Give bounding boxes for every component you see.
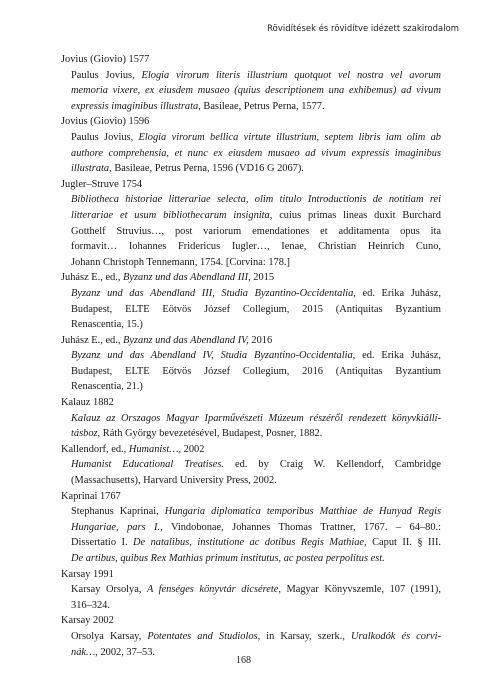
entry-heading: Jovius (Giovio) 1596 — [61, 116, 150, 128]
italic-title-text: tásboz, — [71, 428, 101, 440]
citation-text: Budapest, ELTE Eötvös József Collegium, 2015 (Antiquitas Byzantium — [71, 303, 441, 315]
citation-text: Gotthelf Struvius…, post variorum emendationes et additamenta opus ita — [71, 225, 441, 237]
citation-line — [71, 130, 441, 146]
bibliography-entry — [61, 114, 441, 176]
italic-title-text: Bibliotheca historiae litterariae selecta, olim titulo Introductionis de notitiam rei — [71, 194, 441, 206]
citation-line — [71, 520, 441, 536]
italic-title-text: De artibus, quibus Rex Mathias primum institutus, ac postea perpolitus est. — [71, 553, 385, 564]
citation-line — [71, 629, 441, 645]
citation-text: Renascentia, 15.) — [71, 319, 143, 331]
heading-segment: Juhász E., ed., — [61, 272, 124, 284]
bibliography-list — [61, 52, 441, 660]
citation-line — [71, 302, 441, 318]
entry-citation — [71, 411, 441, 442]
citation-line — [71, 426, 441, 442]
bibliography-entry — [61, 613, 441, 660]
heading-segment: 2016 — [248, 334, 273, 346]
citation-line — [71, 473, 441, 489]
citation-text: Paulus Jovius, — [71, 131, 139, 143]
bibliography-entry — [61, 177, 441, 271]
italic-title-text: Elogia virorum bellica virtute illustrium, septem libris iam olim ab — [138, 131, 441, 143]
citation-text: (Massachusetts), Harvard University Press, 2002. — [71, 475, 277, 487]
italic-title-text: authore comprehensia, et nunc ex eiusdem musaeo ad vivum expressis imaginibus — [71, 147, 441, 159]
heading-segment: 2015 — [250, 272, 275, 284]
italic-title-text: litterariae et usum bibliothecarum insignita, — [71, 209, 273, 221]
citation-text: Renascentia, 21.) — [71, 381, 143, 393]
citation-line — [71, 208, 441, 224]
entry-citation — [71, 582, 441, 613]
entry-citation — [71, 286, 441, 333]
bibliography-entry — [61, 395, 441, 442]
citation-line — [71, 348, 441, 364]
italic-title-text: De natalibus, institutione ac dotibus Regis Mathiae, — [133, 537, 367, 549]
entry-citation — [71, 192, 441, 270]
citation-line — [71, 411, 441, 427]
citation-line — [71, 255, 441, 271]
entry-heading — [61, 270, 441, 286]
citation-line — [71, 286, 441, 302]
citation-text: Vindobonae, Johannes Thomas Trattner, 1767. – 64–80.: — [162, 521, 441, 533]
heading-segment: 2002 — [181, 443, 205, 455]
citation-line — [71, 504, 441, 520]
citation-line — [71, 551, 441, 567]
citation-text: ed. by Craig W. Kellendorf, Cambridge — [223, 459, 441, 471]
entry-citation — [71, 68, 441, 115]
italic-title-text: Byzanz und das Abendland IV, Studia Byzantino-Occidentalia, — [71, 350, 356, 362]
citation-text: ed. Erika Juhász, — [355, 350, 442, 362]
italic-title-text: Hungaria diplomatica temporibus Matthiae de Hunyad Regis — [164, 506, 441, 518]
heading-segment: Kallendorf, ed., — [61, 443, 129, 455]
bibliography-entry — [61, 333, 441, 395]
citation-text: 316–324. — [71, 599, 110, 611]
citation-line — [71, 535, 441, 551]
citation-line — [71, 83, 441, 99]
italic-title-text: illustrata, — [71, 163, 112, 175]
citation-line — [71, 379, 441, 395]
citation-text: Johann Christoph Tennemann, 1754. [Corvina: 178.] — [71, 256, 290, 268]
page-number: 168 — [236, 655, 251, 666]
citation-text: Stephanus Kaprinai, — [71, 506, 165, 518]
citation-line — [71, 224, 441, 240]
bibliography-entry — [61, 442, 441, 489]
citation-text: Caput II. § III. — [366, 537, 441, 549]
entry-citation — [71, 457, 441, 488]
entry-heading: Kalauz 1882 — [61, 397, 114, 409]
entry-citation — [71, 130, 441, 177]
italic-title-text: Elogia virorum literis illustrium quotquot vel nostra vel avorum — [141, 69, 441, 81]
entry-heading: Jugler–Struve 1754 — [61, 178, 143, 190]
bibliography-entry — [61, 489, 441, 567]
entry-heading: Kaprinai 1767 — [61, 490, 121, 502]
citation-text: in Karsay, szerk., — [260, 630, 351, 642]
heading-segment: Humanist…, — [128, 443, 182, 455]
bibliography-entry — [61, 567, 441, 614]
entry-heading: Karsay 2002 — [61, 615, 114, 627]
citation-text: Basileae, Petrus Perna, 1596 (VD16 G 2067). — [111, 163, 304, 175]
entry-heading — [61, 442, 441, 458]
entry-citation — [71, 504, 441, 566]
italic-title-text: Uralkodók és corvi- — [350, 630, 441, 642]
heading-segment: Byzanz und das Abendland III, — [123, 272, 251, 284]
italic-title-text: A fenséges könyvtár dicsérete, — [146, 584, 281, 596]
citation-line — [71, 68, 441, 84]
citation-text: Karsay Orsolya, — [71, 584, 147, 596]
bibliography-entry — [61, 270, 441, 332]
citation-text: Budapest, ELTE Eötvös József Collegium, 2016 (Antiquitas Byzantium — [71, 365, 441, 377]
citation-text: cuius primas lineas duxit Burchard — [272, 209, 441, 221]
italic-title-text: memoria vixere, ex eiusdem musaeo (quius descriptionem una exhibemus) ad vivum — [71, 85, 441, 97]
citation-line — [71, 364, 441, 380]
italic-title-text: Hungariae, pars I., — [71, 521, 163, 533]
citation-text: Basileae, Petrus Perna, 1577. — [200, 100, 325, 112]
citation-text: 2002, 37–53. — [97, 646, 155, 658]
italic-title-text: Potentates and Studiolos, — [147, 630, 261, 642]
citation-line — [71, 457, 441, 473]
heading-segment: Byzanz und das Abendland IV, — [123, 334, 249, 346]
citation-text: Dissertatio I. — [71, 537, 133, 549]
citation-line — [71, 582, 441, 598]
citation-line — [71, 317, 441, 333]
running-head: Rövidítések és rövidítve idézett szakirodalom — [267, 23, 459, 33]
italic-title-text: Kalauz az Orszagos Magyar Iparművészeti Múzeum részéről rendezett könyvkiállí- — [71, 412, 441, 424]
citation-text: Paulus Jovius, — [71, 69, 142, 81]
citation-line — [71, 146, 441, 162]
citation-line — [71, 192, 441, 208]
italic-title-text: expressis imaginibus illustrata, — [71, 100, 201, 112]
entry-citation — [71, 348, 441, 395]
citation-line — [71, 161, 441, 177]
heading-segment: Juhász E., ed., — [61, 334, 124, 346]
citation-text: Ráth György bevezetésével, Budapest, Posner, 1882. — [100, 428, 323, 440]
bibliography-entry — [61, 52, 441, 114]
citation-text: Orsolya Karsay, — [71, 630, 148, 642]
citation-line — [71, 99, 441, 115]
citation-text: Magyar Könyvszemle, 107 (1991), — [280, 584, 441, 596]
italic-title-text: nák…, — [71, 646, 98, 658]
italic-title-text: Humanist Educational Treatises. — [71, 459, 224, 471]
italic-title-text: Byzanz und das Abendland III, Studia Byzantino-Occidentalia, — [71, 287, 356, 299]
citation-line — [71, 598, 441, 614]
entry-heading: Jovius (Giovio) 1577 — [61, 54, 150, 65]
entry-heading — [61, 333, 441, 349]
citation-line — [71, 239, 441, 255]
citation-text: formavit… Iohannes Fridericus Iugler…, Ienae, Christian Heinrich Cuno, — [71, 241, 441, 253]
entry-heading: Karsay 1991 — [61, 568, 114, 580]
citation-text: ed. Erika Juhász, — [355, 287, 441, 299]
